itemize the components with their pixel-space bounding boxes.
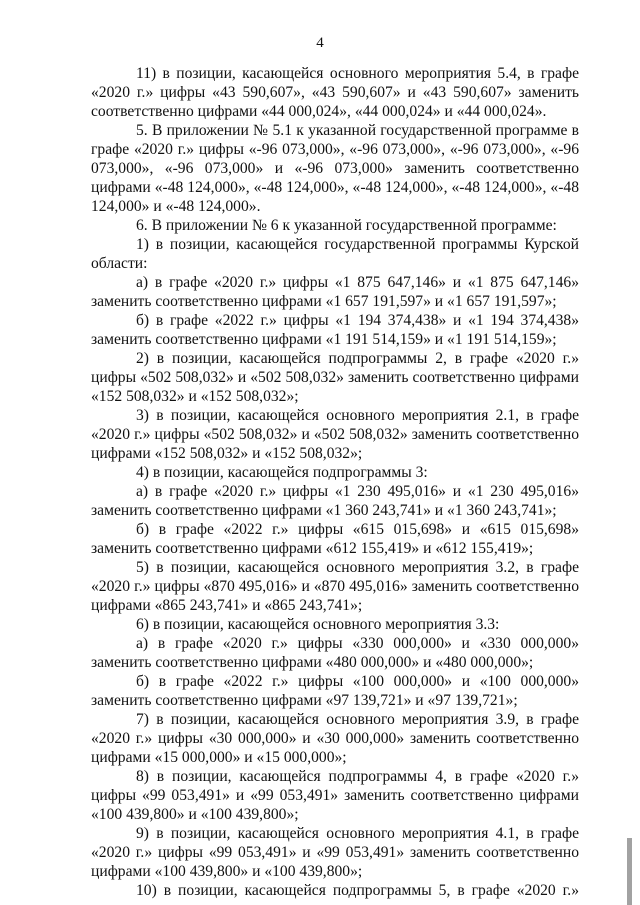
paragraph-item-4: 4) в позиции, касающейся подпрограммы 3: bbox=[136, 464, 428, 481]
paragraph-section-6: 6. В приложении № 6 к указанной государственной программе: bbox=[136, 217, 557, 234]
paragraph-item-1b: б) в графе «2022 г.» цифры «1 194 374,438» и «1 194 374,438» заменить соответственно цифрами «1 191 514,159» и «1 191 514,159»; bbox=[91, 312, 579, 348]
paragraph-item-6a: а) в графе «2020 г.» цифры «330 000,000» и «330 000,000» заменить соответственно цифрами «480 000,000» и «480 000,000»; bbox=[91, 635, 579, 671]
paragraph-item-4a: а) в графе «2020 г.» цифры «1 230 495,016» и «1 230 495,016» заменить соответственно цифрами «1 360 243,741» и «1 360 243,741»; bbox=[91, 483, 579, 519]
paragraph-item-10: 10) в позиции, касающейся подпрограммы 5, в графе «2020 г.» bbox=[136, 882, 579, 899]
paragraph-item-2: 2) в позиции, касающейся подпрограммы 2, в графе «2020 г.» цифры «502 508,032» и «502 508,032» заменить соответственно цифрами «152 508,032» и «152 508,032»; bbox=[91, 350, 579, 405]
paragraph-item-8: 8) в позиции, касающейся подпрограммы 4, в графе «2020 г.» цифры «99 053,491» и «99 053,491» заменить соответственно цифрами «100 439,800» и «100 439,800»; bbox=[91, 768, 579, 823]
paragraph-item-4b: б) в графе «2022 г.» цифры «615 015,698» и «615 015,698» заменить соответственно цифрами «612 155,419» и «612 155,419»; bbox=[91, 521, 579, 557]
paragraph-item-9: 9) в позиции, касающейся основного мероприятия 4.1, в графе «2020 г.» цифры «99 053,491» и «99 053,491» заменить соответственно цифрами «100 439,800» и «100 439,800»; bbox=[91, 825, 579, 880]
scan-edge-mark bbox=[627, 838, 632, 905]
document-body bbox=[91, 64, 579, 900]
paragraph-item-6b: б) в графе «2022 г.» цифры «100 000,000» и «100 000,000» заменить соответственно цифрами «97 139,721» и «97 139,721»; bbox=[91, 673, 579, 709]
paragraph-item-1: 1) в позиции, касающейся государственной программы Курской области: bbox=[91, 236, 579, 272]
paragraph-item-7: 7) в позиции, касающейся основного мероприятия 3.9, в графе «2020 г.» цифры «30 000,000» и «30 000,000» заменить соответственно цифрами «15 000,000» и «15 000,000»; bbox=[91, 711, 579, 766]
paragraph-item-11: 11) в позиции, касающейся основного мероприятия 5.4, в графе «2020 г.» цифры «43 590,607», «43 590,607» и «43 590,607» заменить соответственно цифрами «44 000,024», «44 000,024» и «44 000,024». bbox=[91, 65, 579, 120]
paragraph-item-3: 3) в позиции, касающейся основного мероприятия 2.1, в графе «2020 г.» цифры «502 508,032» и «502 508,032» заменить соответственно цифрами «152 508,032» и «152 508,032»; bbox=[91, 407, 579, 462]
page-number: 4 bbox=[316, 35, 324, 51]
paragraph-item-1a: а) в графе «2020 г.» цифры «1 875 647,146» и «1 875 647,146» заменить соответственно цифрами «1 657 191,597» и «1 657 191,597»; bbox=[91, 274, 579, 310]
paragraph-section-5: 5. В приложении № 5.1 к указанной государственной программе в графе «2020 г.» цифры «-96 073,000», «-96 073,000», «-96 073,000», «-96 073,000», «-96 073,000» и «-96 073,000» заменить соответственно цифрами «-48 124,000», «-48 124,000», «-48 124,000», «-48 124,000», «-48 124,000» и «-48 124,000». bbox=[91, 122, 579, 215]
paragraph-item-5: 5) в позиции, касающейся основного мероприятия 3.2, в графе «2020 г.» цифры «870 495,016» и «870 495,016» заменить соответственно цифрами «865 243,741» и «865 243,741»; bbox=[91, 559, 579, 614]
paragraph-item-6: 6) в позиции, касающейся основного мероприятия 3.3: bbox=[136, 616, 500, 633]
